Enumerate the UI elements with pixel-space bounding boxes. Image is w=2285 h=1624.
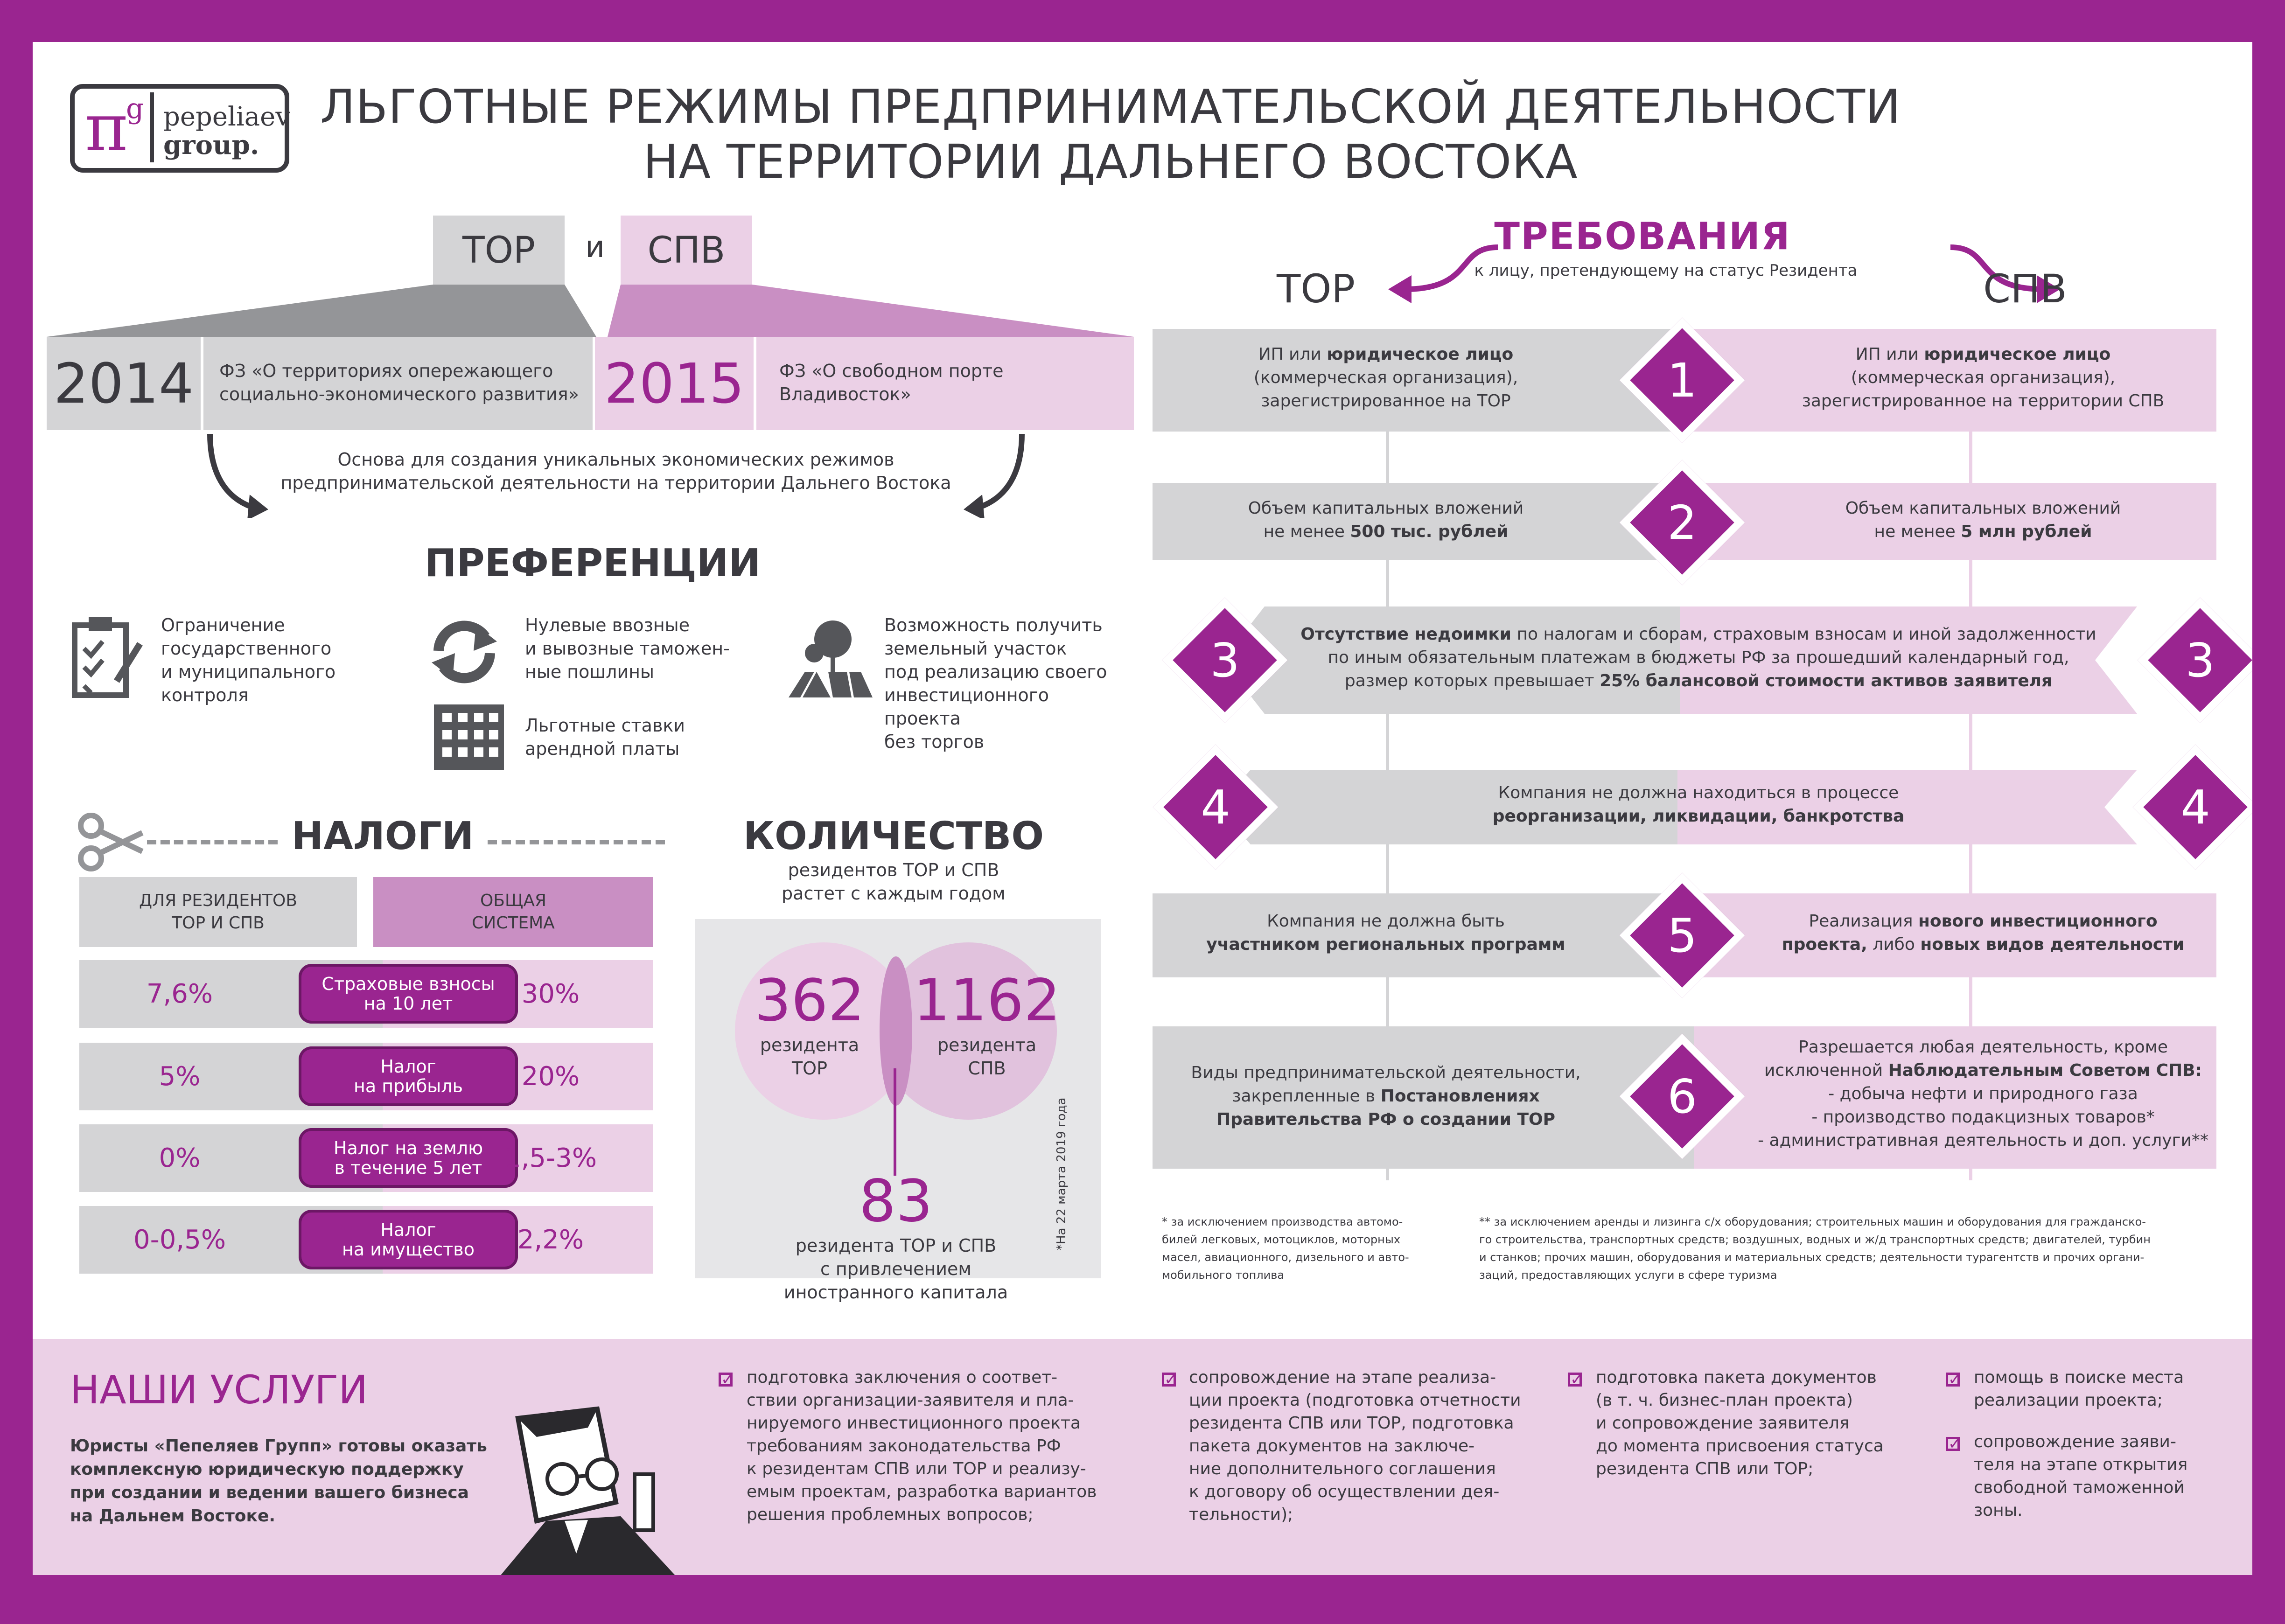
service-1-l1: подготовка заключения о соответ-	[747, 1368, 1058, 1387]
tor-divider	[201, 337, 203, 430]
checklist-icon	[70, 611, 145, 700]
service-3-l2: (в т. ч. бизнес-план проекта)	[1596, 1391, 1853, 1410]
req5-spv-l2b: либо	[1867, 935, 1921, 954]
pref-control-l1: Ограничение	[161, 615, 285, 635]
check-icon-2: ✓	[1162, 1373, 1176, 1387]
tax-col-left-l1: ДЛЯ РЕЗИДЕНТОВ	[139, 891, 298, 910]
tor-count-l2: ТОР	[791, 1058, 828, 1079]
tor-law-l2: социально-экономического развития»	[219, 384, 579, 404]
service-5-l4: зоны.	[1974, 1501, 2023, 1520]
req4-number-right: 4	[2180, 780, 2210, 835]
req6-spv-l4: - производство подакцизных товаров*	[1811, 1108, 2155, 1127]
services-intro-l1: Юристы «Пепеляев Групп» готовы оказать	[70, 1436, 487, 1456]
basis-l1: Основа для создания уникальных экономических режимов	[337, 449, 894, 470]
preferences-title: ПРЕФЕРЕНЦИИ	[424, 541, 761, 585]
tax-row-insurance-l1: Страховые взносы	[321, 974, 495, 994]
logo-line1: pepeliaev	[163, 102, 290, 132]
services-intro-l4: на Дальнем Востоке.	[70, 1506, 276, 1526]
lawyer-illustration	[481, 1400, 723, 1575]
dash-left	[147, 840, 278, 844]
req5-number: 5	[1667, 908, 1697, 963]
req6-tor-l2a: закрепленные в	[1232, 1087, 1381, 1106]
page-title	[313, 79, 1908, 189]
footnote-2-l3: и станков; прочих машин, оборудования и материальных средств; деятельности турагентств и прочих органи-	[1479, 1251, 2145, 1264]
tax-row-property-right: 2,2%	[517, 1225, 584, 1255]
and-label: и	[585, 230, 605, 265]
spv-count-label	[910, 1033, 1064, 1080]
req1-tor-l1b: юридическое лицо	[1327, 345, 1514, 364]
tax-row-land-l2: в течение 5 лет	[334, 1157, 482, 1178]
services-intro-l3: при создании и ведении вашего бизнеса	[70, 1483, 469, 1502]
footnote-1-l3: масел, авиационного, дизельного и авто-	[1162, 1251, 1409, 1264]
spv-law-text	[779, 359, 1125, 406]
tax-row-profit-left: 5%	[159, 1061, 201, 1092]
footnote-2-l2: го строительства, транспортных средств; воздушных, водных и ж/д транспортных средств; двигателей, турбин	[1479, 1233, 2151, 1246]
req2-tor-l1: Объем капитальных вложений	[1248, 499, 1524, 518]
logo-pi: π	[85, 90, 128, 166]
req1-tor-text	[1153, 343, 1619, 413]
req2-spv-l1: Объем капитальных вложений	[1845, 499, 2121, 518]
service-2-l7: тельности);	[1189, 1505, 1293, 1524]
tax-row-profit-right: 20%	[521, 1061, 580, 1092]
service-2-l2: ции проекта (подготовка отчетности	[1189, 1391, 1521, 1410]
dash-right	[488, 840, 665, 844]
service-4-l2: реализации проекта;	[1974, 1391, 2163, 1410]
spv-law-l2: Владивосток»	[779, 384, 911, 404]
req2-spv-l2b: 5 млн рублей	[1961, 522, 2092, 541]
pref-control	[161, 613, 371, 707]
req6-tor-text	[1153, 1061, 1619, 1131]
req5-spv-l1b: нового инвестиционного	[1918, 912, 2158, 931]
req2-spv-l2a: не менее	[1874, 522, 1961, 541]
basis-text	[219, 448, 1013, 495]
req5-spv-text	[1750, 910, 2216, 956]
tor-count-num: 362	[754, 967, 865, 1034]
service-5	[1974, 1430, 2216, 1522]
service-4	[1974, 1366, 2216, 1412]
count-title: КОЛИЧЕСТВО	[743, 814, 1044, 858]
tor-count-l1: резидента	[760, 1035, 859, 1055]
land-plot-icon	[789, 616, 873, 700]
tor-year: 2014	[53, 351, 194, 416]
overlap-pointer	[894, 1068, 896, 1176]
spv-count-num: 1162	[913, 967, 1061, 1034]
service-3-l5: резидента СПВ или ТОР;	[1596, 1459, 1814, 1478]
req-spv-label: СПВ	[1983, 266, 2067, 312]
count-sub-l1: резидентов ТОР и СПВ	[788, 860, 999, 880]
req3-l1a: Отсутствие недоимки	[1300, 625, 1511, 644]
count-date-note: *На 22 марта 2019 года	[1055, 1097, 1069, 1250]
logo-line2: group.	[163, 130, 259, 160]
spv-year: 2015	[604, 351, 745, 416]
requirements-subtitle: к лицу, претендующему на статус Резидента	[1474, 261, 1858, 280]
check-icon-5: ✓	[1946, 1437, 1960, 1451]
logo-divider	[150, 92, 154, 162]
tax-row-profit	[79, 1043, 653, 1110]
req4-text	[1265, 781, 2132, 828]
service-3-l1: подготовка пакета документов	[1596, 1368, 1877, 1387]
count-subtitle	[695, 858, 1092, 905]
service-1-l4: требованиям законодательства РФ	[747, 1436, 1061, 1456]
req6-spv-l2a: исключенной	[1764, 1061, 1888, 1080]
service-1-l2: ствии организации-заявителя и пла-	[747, 1391, 1074, 1410]
pref-land-l4: инвестиционного проекта	[884, 685, 1049, 729]
footnote-1-l1: * за исключением производства автомо-	[1162, 1215, 1403, 1228]
req1-spv-l1a: ИП или	[1855, 345, 1924, 364]
spv-count-l2: СПВ	[968, 1058, 1006, 1079]
service-2-l5: ние дополнительного соглашения	[1189, 1459, 1496, 1478]
check-icon-1: ✓	[719, 1373, 733, 1387]
req5-spv-l2a: проекта,	[1782, 935, 1867, 954]
req2-tor-l2a: не менее	[1263, 522, 1350, 541]
tax-row-land-left: 0%	[159, 1143, 201, 1173]
req6-spv-l3: - добыча нефти и природного газа	[1828, 1084, 2138, 1103]
service-1-l7: решения проблемных вопросов;	[747, 1505, 1034, 1524]
req1-spv-l2: (коммерческая организация),	[1851, 368, 2116, 387]
tax-row-land	[79, 1124, 653, 1192]
service-1-l6: емым проектам, разработка вариантов	[747, 1482, 1097, 1501]
req5-tor-text	[1153, 910, 1619, 956]
req3-l3b: 25% балансовой стоимости активов заявителя	[1600, 671, 2053, 690]
req3-number-right: 3	[2185, 633, 2215, 688]
service-2-l3: резидента СПВ или ТОР, подготовка	[1189, 1414, 1514, 1433]
tax-row-property-l2: на имущество	[342, 1239, 475, 1260]
pref-control-l3: и муниципального	[161, 662, 336, 682]
req-tor-label: ТОР	[1276, 266, 1356, 312]
services-intro-l2: комплексную юридическую поддержку	[70, 1460, 464, 1479]
tax-row-property-left: 0-0,5%	[133, 1225, 226, 1255]
pref-rent	[525, 714, 744, 760]
req6-number: 6	[1667, 1069, 1697, 1124]
pref-control-l4: контроля	[161, 685, 249, 705]
req1-spv-l3: зарегистрированное на территории СПВ	[1802, 391, 2165, 411]
req4-number-left: 4	[1201, 780, 1230, 835]
pref-customs-l1: Нулевые ввозные	[525, 615, 690, 635]
both-count-l1: резидента ТОР и СПВ	[795, 1235, 997, 1256]
req6-tor-l1: Виды предпринимательской деятельности,	[1191, 1063, 1581, 1082]
tax-row-insurance-l2: на 10 лет	[363, 993, 453, 1014]
building-icon	[434, 704, 504, 770]
service-1	[747, 1366, 1111, 1526]
pref-land	[884, 613, 1127, 753]
company-logo[interactable]	[70, 84, 289, 173]
footnote-2-l4: заций, предоставляющих услуги в сфере туризма	[1479, 1269, 1777, 1282]
tax-row-insurance	[79, 960, 653, 1028]
logo-sup: g	[126, 92, 144, 125]
footnote-2	[1479, 1213, 2226, 1284]
pref-land-l3: под реализацию своего	[884, 662, 1107, 682]
tax-col-left-header	[79, 877, 357, 947]
footnote-1-l2: билей легковых, мотоциклов, моторных	[1162, 1233, 1401, 1246]
tax-row-profit-l1: Налог	[380, 1056, 436, 1077]
service-2	[1189, 1366, 1534, 1526]
count-sub-l2: растет с каждым годом	[782, 883, 1006, 904]
both-count-num: 83	[859, 1168, 933, 1235]
req4-l2: реорганизации, ликвидации, банкротства	[1492, 807, 1905, 826]
tax-col-left-l2: ТОР И СПВ	[172, 913, 265, 933]
pref-land-l1: Возможность получить	[884, 615, 1103, 635]
tor-law-l1: ФЗ «О территориях опережающего	[219, 361, 553, 381]
req1-spv-text	[1750, 343, 2216, 413]
footnote-2-l1: ** за исключением аренды и лизинга с/х оборудования; строительных машин и оборудования для гражданско-	[1479, 1215, 2146, 1228]
basis-l2: предпринимательской деятельности на территории Дальнего Востока	[280, 473, 951, 493]
service-5-l1: сопровождение заяви-	[1974, 1432, 2176, 1451]
req3-number-left: 3	[1210, 633, 1240, 688]
check-icon-3: ✓	[1568, 1373, 1582, 1387]
title-line-2: НА ТЕРРИТОРИИ ДАЛЬНЕГО ВОСТОКА	[643, 134, 1578, 189]
tax-row-profit-l2: на прибыль	[354, 1076, 463, 1096]
req6-spv-l1: Разрешается любая деятельность, кроме	[1798, 1038, 2168, 1057]
tor-label: ТОР	[433, 216, 565, 286]
tax-col-right-l2: СИСТЕМА	[472, 913, 555, 933]
both-count-l3: иностранного капитала	[783, 1282, 1008, 1303]
spv-divider	[754, 337, 756, 430]
service-2-l1: сопровождение на этапе реализа-	[1189, 1368, 1496, 1387]
req6-spv-text	[1750, 1036, 2216, 1152]
req1-tor-l2: (коммерческая организация),	[1253, 368, 1518, 387]
both-count-label	[751, 1234, 1041, 1304]
req5-spv-l2c: новых видов деятельности	[1920, 935, 2185, 954]
tax-row-land-right: 1,5-3%	[504, 1143, 597, 1173]
tax-col-right-header	[373, 877, 653, 947]
service-2-l4: пакета документов на заключе-	[1189, 1436, 1475, 1456]
pref-land-l2: земельный участок	[884, 638, 1067, 659]
service-1-l5: к резидентам СПВ или ТОР и реализу-	[747, 1459, 1086, 1478]
req1-number: 1	[1667, 353, 1697, 408]
tax-col-right-l1: ОБЩАЯ	[480, 891, 547, 910]
spv-label: СПВ	[621, 216, 752, 286]
req6-spv-l5: - административная деятельность и доп. услуги**	[1758, 1131, 2208, 1150]
tax-row-land-l1: Налог на землю	[333, 1138, 483, 1158]
spv-law-l1: ФЗ «О свободном порте	[779, 361, 1004, 381]
pref-customs-l3: ные пошлины	[525, 662, 655, 682]
check-icon-4: ✓	[1946, 1373, 1960, 1387]
service-5-l3: свободной таможенной	[1974, 1478, 2185, 1497]
req1-spv-l1b: юридическое лицо	[1924, 345, 2111, 364]
req3-text	[1265, 623, 2132, 693]
pref-land-l5: без торгов	[884, 732, 985, 752]
both-count-l2: с привлечением	[820, 1259, 972, 1279]
services-intro	[70, 1435, 504, 1528]
service-1-l3: нируемого инвестиционного проекта	[747, 1414, 1081, 1433]
pref-control-l2: государственного	[161, 638, 332, 659]
pref-rent-l1: Льготные ставки	[525, 715, 685, 736]
spv-count-l1: резидента	[937, 1035, 1037, 1055]
footnote-1	[1162, 1213, 1451, 1284]
requirements-title: ТРЕБОВАНИЯ	[1494, 215, 1791, 258]
service-2-l6: к договору об осуществлении дея-	[1189, 1482, 1500, 1501]
pref-customs	[525, 613, 744, 683]
req4-l1: Компания не должна находиться в процессе	[1498, 783, 1899, 802]
req6-tor-l2b: Постановлениях	[1380, 1087, 1540, 1106]
pref-customs-l2: и вывозные таможен-	[525, 638, 730, 659]
req1-tor-l3: зарегистрированное на ТОР	[1261, 391, 1511, 411]
service-3-l4: до момента присвоения статуса	[1596, 1436, 1884, 1456]
service-4-l1: помощь в поиске места	[1974, 1368, 2184, 1387]
tor-law-text	[219, 359, 593, 406]
tax-row-insurance-right: 30%	[521, 979, 580, 1009]
service-3	[1596, 1366, 1899, 1480]
req2-number: 2	[1667, 495, 1697, 550]
refresh-icon	[429, 616, 499, 686]
req3-l1b: по налогам и сборам, страховым взносам и иной задолженности	[1511, 625, 2096, 644]
req2-tor-text	[1153, 497, 1619, 544]
tor-count-label	[740, 1033, 880, 1080]
taxes-title: НАЛОГИ	[291, 814, 474, 858]
infographic-page	[33, 42, 2252, 1575]
service-5-l2: теля на этапе открытия	[1974, 1455, 2188, 1474]
req6-tor-l3: Правительства РФ о создании ТОР	[1216, 1110, 1556, 1129]
title-line-1: ЛЬГОТНЫЕ РЕЖИМЫ ПРЕДПРИНИМАТЕЛЬСКОЙ ДЕЯТЕЛЬНОСТИ	[320, 79, 1901, 134]
tax-row-property-l1: Налог	[380, 1220, 436, 1240]
req5-tor-l2: участником региональных программ	[1206, 935, 1565, 954]
footnote-1-l4: мобильного топлива	[1162, 1269, 1285, 1282]
req5-tor-l1: Компания не должна быть	[1267, 912, 1505, 931]
req2-spv-text	[1750, 497, 2216, 544]
req1-tor-l1a: ИП или	[1258, 345, 1327, 364]
req3-l3a: размер которых превышает	[1344, 671, 1600, 690]
pref-rent-l2: арендной платы	[525, 739, 680, 759]
req3-l2: по иным обязательным платежам в бюджеты РФ за прошедший календарный год,	[1328, 648, 2069, 667]
req2-tor-l2b: 500 тыс. рублей	[1350, 522, 1509, 541]
req6-spv-l2b: Наблюдательным Советом СПВ:	[1888, 1061, 2202, 1080]
tax-row-property	[79, 1206, 653, 1274]
scissors-icon	[75, 812, 145, 872]
tax-row-insurance-left: 7,6%	[146, 979, 213, 1009]
regime-funnels	[47, 285, 1176, 341]
req5-spv-l1a: Реализация	[1809, 912, 1918, 931]
services-title: НАШИ УСЛУГИ	[70, 1367, 368, 1413]
service-3-l3: и сопровождение заявителя	[1596, 1414, 1850, 1433]
